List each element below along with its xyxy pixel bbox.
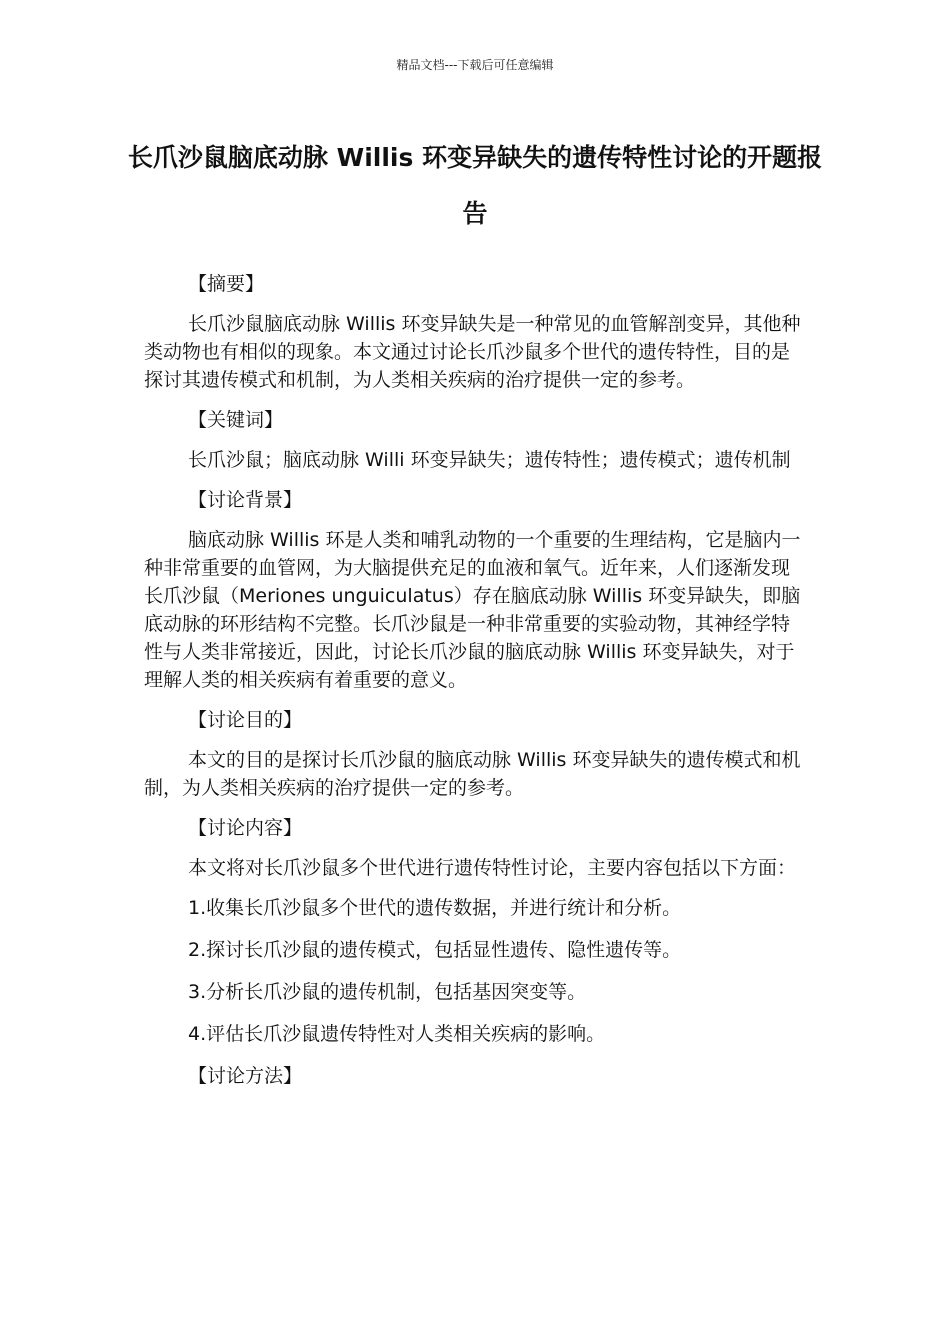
document-body <box>144 270 806 1102</box>
list-item: 2.探讨长爪沙鼠的遗传模式，包括显性遗传、隐性遗传等。 <box>188 939 682 961</box>
abstract-heading: 【摘要】 <box>188 273 265 295</box>
keywords-paragraph: 长爪沙鼠；脑底动脉 Willi 环变异缺失；遗传特性；遗传模式；遗传机制 <box>188 449 791 471</box>
abstract-paragraph: 长爪沙鼠脑底动脉 Willis 环变异缺失是一种常见的血管解剖变异，其他种类动物也有相似的现象。本文通过讨论长爪沙鼠多个世代的遗传特性，目的是探讨其遗传模式和机制，为人类相关疾病的治疗提供一定的参考。 <box>144 313 801 391</box>
list-item: 4.评估长爪沙鼠遗传特性对人类相关疾病的影响。 <box>188 1023 606 1045</box>
list-item: 1.收集长爪沙鼠多个世代的遗传数据，并进行统计和分析。 <box>188 897 682 919</box>
content-heading: 【讨论内容】 <box>188 817 303 839</box>
methods-heading: 【讨论方法】 <box>188 1065 303 1087</box>
purpose-paragraph: 本文的目的是探讨长爪沙鼠的脑底动脉 Willis 环变异缺失的遗传模式和机制，为人类相关疾病的治疗提供一定的参考。 <box>144 749 801 799</box>
purpose-heading: 【讨论目的】 <box>188 709 303 731</box>
document-title: 长爪沙鼠脑底动脉 Willis 环变异缺失的遗传特性讨论的开题报告 <box>127 143 823 228</box>
background-heading: 【讨论背景】 <box>188 489 303 511</box>
header-note: 精品文档---下载后可任意编辑 <box>396 58 554 72</box>
content-paragraph: 本文将对长爪沙鼠多个世代进行遗传特性讨论，主要内容包括以下方面： <box>188 857 797 879</box>
keywords-heading: 【关键词】 <box>188 409 284 431</box>
background-paragraph: 脑底动脉 Willis 环是人类和哺乳动物的一个重要的生理结构，它是脑内一种非常重要的血管网，为大脑提供充足的血液和氧气。近年来，人们逐渐发现长爪沙鼠（Meriones unguiculatus）存在脑底动脉 Willis 环变异缺失，即脑底动脉的环形结构不完整。长爪沙鼠是一种非常重要的实验动物，其神经学特性与人类非常接近，因此，讨论长爪沙鼠的脑底动脉 Willis 环变异缺失，对于理解人类的相关疾病有着重要的意义。 <box>144 529 801 691</box>
list-item: 3.分析长爪沙鼠的遗传机制，包括基因突变等。 <box>188 981 587 1003</box>
